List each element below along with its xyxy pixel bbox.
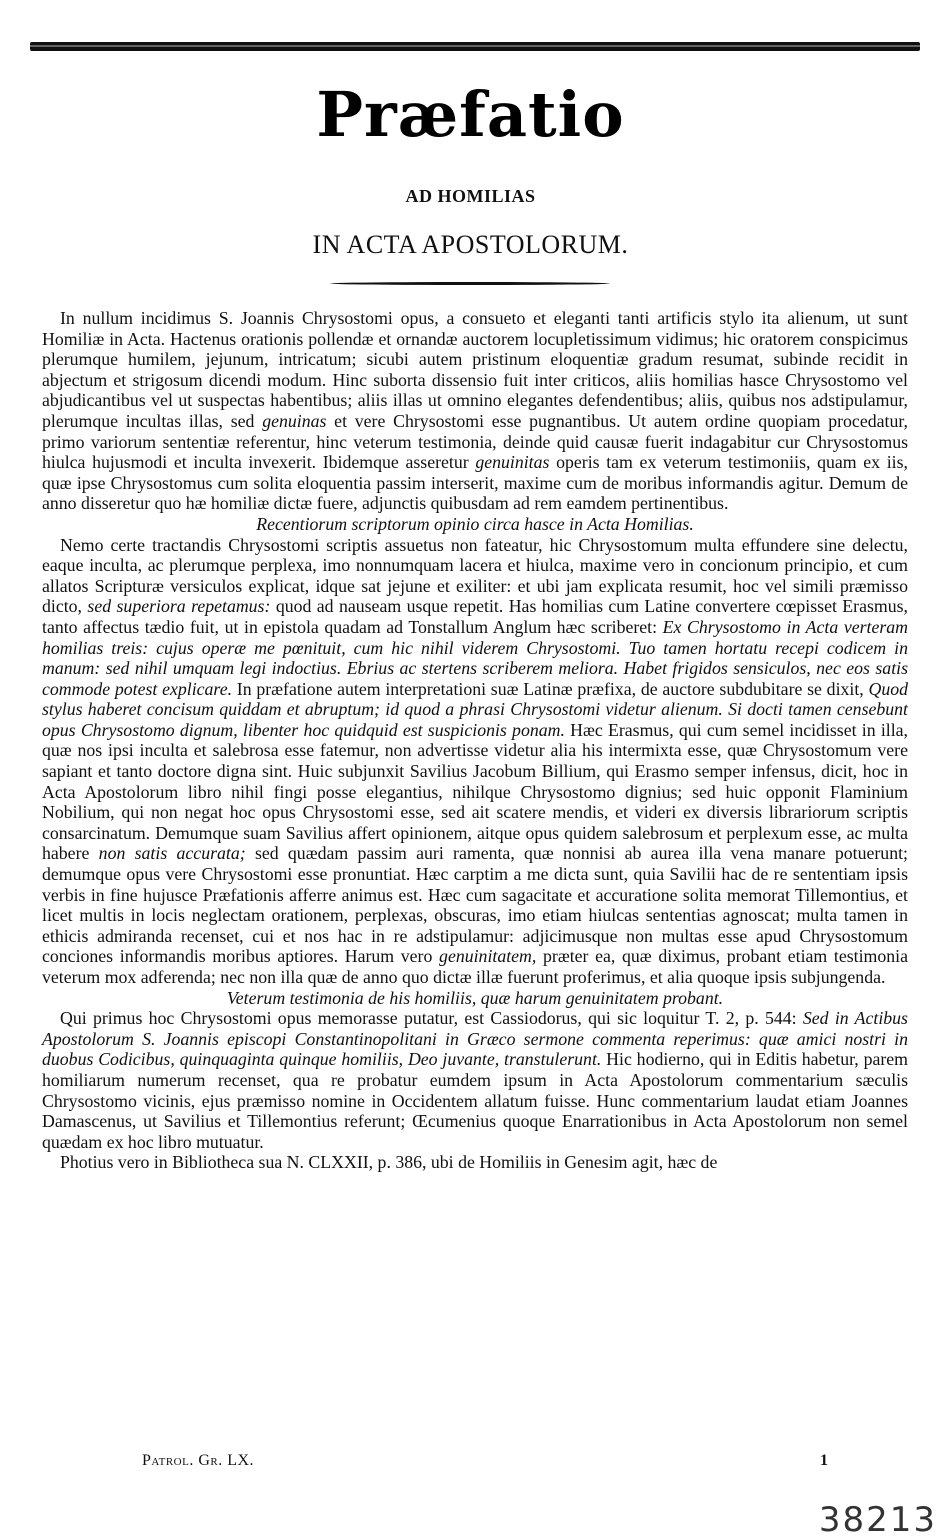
subtitle: AD HOMILIAS: [405, 186, 536, 206]
body-text: [42, 308, 908, 1173]
library-stamp: 38213: [818, 1500, 937, 1540]
section-heading-1: Recentiorum scriptorum opinio circa hasce in Acta Homilias.: [256, 513, 694, 534]
paragraph-2: Nemo certe tractandis Chrysostomi scriptis assuetus non fateatur, hic Chrysostomum multa effundere sine delectu, eaque inculta, ac plerumque perplexa, imo nonnumquam lacera et hiulca, maxime vero in concionum principio, et cum allatos Scripturæ versiculos explicat, idque sat jejune et exiliter: et ubi jam explicata resumit, hoc vel simili præmisso dicto, sed superiora repetamus: quod ad nauseam usque repetit. Has homilias cum Latine convertere cœpisset Erasmus, tanto affectus tædio fuit, ut in epistola quadam ad Tonstallum Anglum hæc scriberet: Ex Chrysostomo in Acta verteram homilias treis: cujus operæ me pœnituit, cum hic nihil viderem Chrysostomi. Tuo tamen hortatu recepi codicem in manum: sed nihil umquam legi indoctius. Ebrius ac stertens scriberem meliora. Habet frigidos sensiculos, nec eos satis commode potest explicare. In præfatione autem interpretationi suæ Latinæ præfixa, de auctore subdubitare se dixit, Quod stylus haberet concisum quiddam et abruptum; id quod a phrasi Chrysostomi videtur alienum. Si docti tamen censebunt opus Chrysostomo dignum, libenter hoc quidquid est suspicionis ponam. Hæc Erasmus, qui cum semel incidisset in illa, quæ nos ipsi inculta et salebrosa esse fatemur, non advertisse videtur alia his intermixta esse, quæ Chrysostomum vere sapiant et tanto doctore digna sint. Huic subjunxit Savilius Jacobum Billium, qui Erasmo semper infensus, dicit, hoc in Acta Apostolorum libro nihil fingi posse elegantius, nihilque Chrysostomo dignius; sed huic opponit Flaminium Nobilium, qui non negat hoc opus Chrysostomi esse, sed ait scatere mendis, et videri ex diversis librariorum scriptis consarcinatum. Demumque suam Savilius affert opinionem, aitque opus quidem salebrosum et perplexum esse, ac multa habere non satis accurata; sed quædam passim auri ramenta, quæ nonnisi ab aurea illa vena manare potuerunt; demumque opus vere Chrysostomi esse pronuntiat. Hæc carptim a me dicta sunt, quia Savilii hac de re sententiam ipsis verbis in fine hujusce Præfationis afferre animus est. Hæc cum sagacitate et accuratione solita memorat Tillemontius, et licet multis in locis neglectam orationem, perplexas, obscuras, imo etiam hiulcas sententias agnoscat; multa tamen in ethicis admiranda recenset, cui et nos hac in re adstipulamur: adjicimusque non multas esse apud Chrysostomum conciones informandis moribus aptiores. Harum vero genuinitatem, præter ea, quæ diximus, probant etiam testimonia veterum mox adferenda; nec non illa quæ de anno quo dictæ illæ fuerunt proferimus, et alia quoque ipsis subjungenda.: [42, 534, 909, 987]
subtitle-2: IN ACTA APOSTOLORUM.: [312, 230, 629, 259]
paragraph-3: Qui primus hoc Chrysostomi opus memorasse putatur, est Cassiodorus, qui sic loquitur T. 2, p. 544: Sed in Actibus Apostolorum S. Joannis episcopi Constantinopolitani in Græco sermone commenta reperimus: quæ amici nostri in duobus Codicibus, quinquaginta quinque homiliis, Deo juvante, transtulerunt. Hic hodierno, qui in Editis habetur, parem homiliarum numerum recenset, qua re probatur eumdem ipsum in Acta Apostolorum commentarium sæculis Chrysostomo vicinis, ejus præmisso nomine in Occidentem allatum fuisse. Hunc commentarium laudat etiam Joannes Damascenus, ut Savilius et Tillemontius referunt; Œcumenius quoque Enarrationibus in Acta Apostolorum non semel quædam ex hoc libro mutuatur.: [42, 1008, 908, 1152]
paragraph-1: In nullum incidimus S. Joannis Chrysostomi opus, a consueto et eleganti tanti artificis stylo ita alienum, ut sunt Homiliæ in Acta. Hactenus orationis pollendæ et ornandæ auctorem locupletissimum vidimus; hic oratorem conspicimus plerumque humilem, jejunum, intricatum; sicubi autem pristinum eloquentiæ gradum resumat, subinde recidit in abjectum et strigosum dicendi modum. Hinc suborta dissensio fuit inter criticos, aliis homilias hasce Chrysostomo vel abjudicantibus vel ut suspectas habentibus; aliis illas ut omnino elegantes defendentibus; aliis, quibus nos adstipulamur, plerumque incultas illas, sed genuinas et vere Chrysostomi esse pugnantibus. Ut autem ordine quopiam procedatur, primo variorum sententiæ referentur, hinc veterum testimonia, deinde quid causæ fuerit indagabitur cur Chrysostomus hiulca hujusmodi et inculta invexerit. Ibidemque asseretur genuinitas operis tam ex veterum testimoniis, quam ex iis, quæ ipse Chrysostomus cum solita eloquentia passim interserit, maxime cum de moribus informandis agitur. Demum de anno disseretur quo hæ homiliæ dictæ fuere, adjunctis quibusdam ad rem eamdem pertinentibus.: [42, 308, 908, 514]
page-footer: [42, 1452, 908, 1474]
paragraph-4: Photius vero in Bibliotheca sua N. CLXXII, p. 386, ubi de Homiliis in Genesim agit, hæc de: [60, 1152, 718, 1173]
top-rule: [30, 42, 920, 51]
page-title: Præfatio: [316, 78, 625, 151]
footer-signature: Patrol. Gr. LX.: [142, 1452, 255, 1469]
section-heading-2: Veterum testimonia de his homiliis, quæ harum genuinitatem probant.: [226, 987, 724, 1008]
footer-page-number: 1: [820, 1452, 828, 1469]
ornament-rule: [330, 282, 610, 285]
